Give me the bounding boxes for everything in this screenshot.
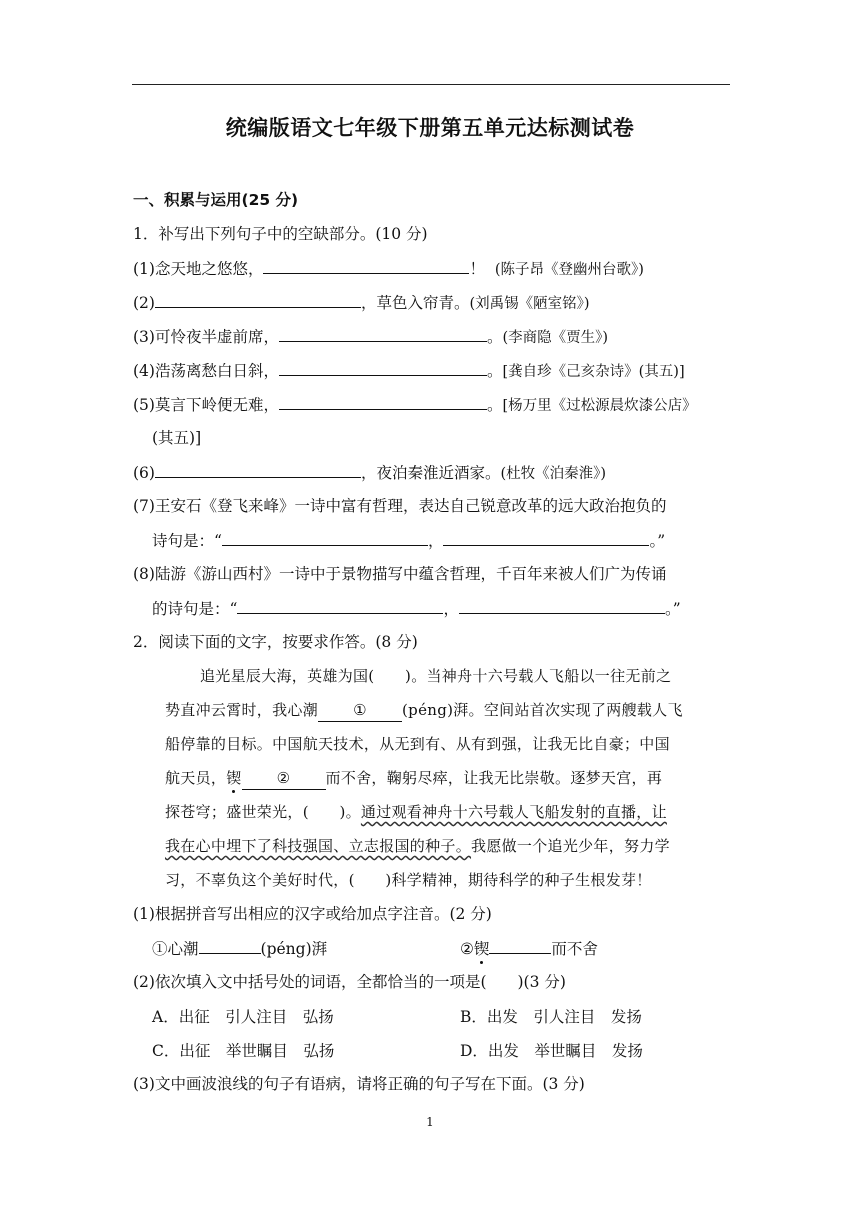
q1-item-5-cont: (其五)] xyxy=(152,429,202,447)
answer-blank[interactable] xyxy=(263,257,469,274)
option-d[interactable]: D．出发 举世瞩目 发扬 xyxy=(460,1042,643,1060)
answer-blank[interactable] xyxy=(443,529,649,546)
q1-item-8: (8)陆游《游山西村》一诗中于景物描写中蕴含哲理，千百年来被人们广为传诵 xyxy=(133,565,667,583)
option-b[interactable]: B．出发 引人注目 发扬 xyxy=(460,1008,642,1026)
option-a[interactable]: A．出征 引人注目 弘扬 xyxy=(152,1008,334,1026)
passage-line-7: 习，不辜负这个美好时代，( )科学精神，期待科学的种子生根发芽！ xyxy=(165,871,652,889)
q1-item-4: (4)浩荡离愁白日斜， 。[龚自珍《己亥杂诗》(其五)] xyxy=(133,359,685,383)
dotted-char: 锲 xyxy=(226,769,242,787)
option-c[interactable]: C．出征 举世瞩目 弘扬 xyxy=(152,1042,335,1060)
blank-2[interactable]: ② xyxy=(242,767,326,790)
question-1-stem: 1．补写出下列句子中的空缺部分。(10 分) xyxy=(133,225,428,243)
section-heading: 一、积累与运用(25 分) xyxy=(133,191,299,209)
sub-question-1: (1)根据拼音写出相应的汉字或给加点字注音。(2 分) xyxy=(133,905,492,923)
answer-blank[interactable] xyxy=(222,529,428,546)
answer-blank[interactable] xyxy=(237,597,443,614)
answer-blank[interactable] xyxy=(279,325,487,342)
wavy-sentence-part-2: 我在心中埋下了科技强国、立志报国的种子。 xyxy=(165,837,472,855)
q1-item-7-answer: 诗句是：“ ， 。” xyxy=(152,529,665,552)
passage-line-3: 船停靠的目标。中国航天技术，从无到有、从有到强，让我无比自豪；中国 xyxy=(165,735,670,753)
question-2-stem: 2．阅读下面的文字，按要求作答。(8 分) xyxy=(133,633,418,651)
q1-item-1: (1)念天地之悠悠， ！ (陈子昂《登幽州台歌》) xyxy=(133,257,644,281)
q1-item-3: (3)可怜夜半虚前席， 。(李商隐《贾生》) xyxy=(133,325,608,349)
page-title: 统编版语文七年级下册第五单元达标测试卷 xyxy=(225,116,635,140)
sub1-part-a: ①心潮 (péng)湃 xyxy=(152,937,327,960)
passage-line-5: 探苍穹；盛世荣光，( )。通过观看神舟十六号载人飞船发射的直播，让 xyxy=(165,803,667,821)
blank-1[interactable]: ① xyxy=(318,699,402,722)
answer-blank[interactable] xyxy=(155,461,361,478)
q1-item-5: (5)莫言下岭便无难， 。[杨万里《过松源晨炊漆公店》 xyxy=(133,393,697,417)
answer-blank[interactable] xyxy=(199,937,261,954)
q1-item-2: (2) ，草色入帘青。(刘禹锡《陋室铭》) xyxy=(133,291,590,315)
header-rule xyxy=(132,84,730,85)
answer-blank[interactable] xyxy=(489,937,551,954)
q1-item-7: (7)王安石《登飞来峰》一诗中富有哲理，表达自己锐意改革的远大政治抱负的 xyxy=(133,497,667,515)
dotted-char: 锲 xyxy=(473,940,490,958)
sub-question-3: (3)文中画波浪线的句子有语病，请将正确的句子写在下面。(3 分) xyxy=(133,1075,585,1093)
sub-question-2: (2)依次填入文中括号处的词语，全都恰当的一项是( )(3 分) xyxy=(133,973,566,991)
page-number: 1 xyxy=(426,1115,434,1129)
q1-item-6: (6) ，夜泊秦淮近酒家。(杜牧《泊秦淮》) xyxy=(133,461,606,485)
wavy-sentence-part-1: 通过观看神舟十六号载人飞船发射的直播，让 xyxy=(360,803,667,821)
passage-line-1: 追光星辰大海，英雄为国( )。当神舟十六号载人飞船以一往无前之 xyxy=(200,667,672,685)
answer-blank[interactable] xyxy=(279,359,487,376)
sub1-part-b: ②锲 而不舍 xyxy=(460,937,598,960)
answer-blank[interactable] xyxy=(155,291,361,308)
passage-line-4: 航天员，锲 ② 而不舍，鞠躬尽瘁，让我无比崇敬。逐梦天宫，再 xyxy=(165,767,662,790)
passage-line-6: 我在心中埋下了科技强国、立志报国的种子。我愿做一个追光少年，努力学 xyxy=(165,837,670,855)
passage-line-2: 势直冲云霄时，我心潮 ① (péng)湃。空间站首次实现了两艘载人飞 xyxy=(165,699,683,722)
answer-blank[interactable] xyxy=(459,597,665,614)
q1-item-8-answer: 的诗句是：“ ， 。” xyxy=(152,597,681,620)
answer-blank[interactable] xyxy=(279,393,487,410)
